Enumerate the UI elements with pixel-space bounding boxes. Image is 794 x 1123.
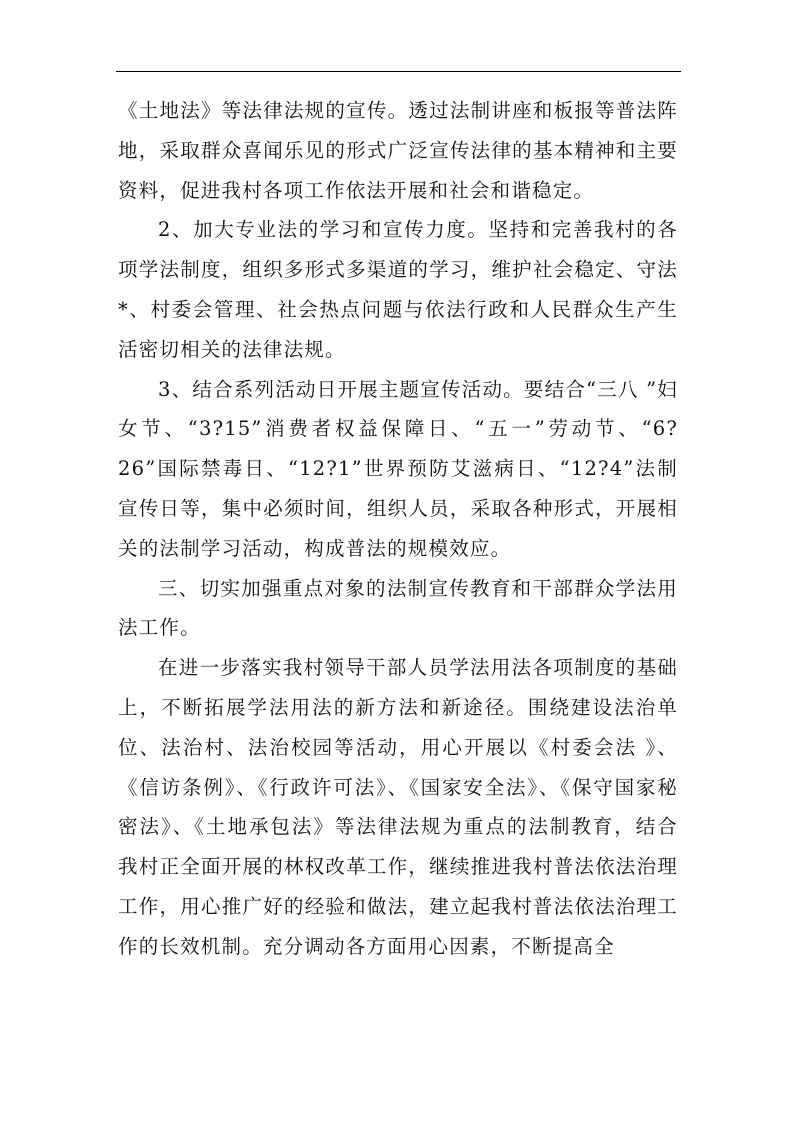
section-heading-3: 三、切实加强重点对象的法制宣传教育和干部群众学法用法工作。	[118, 576, 678, 640]
document-body	[118, 91, 678, 967]
paragraph-item-2: 2、加大专业法的学习和宣传力度。坚持和完善我村的各项学法制度，组织多形式多渠道的学习，维护社会稳定、守法*、村委会管理、社会热点问题与依法行政和人民群众生产生活密切相关的法律法规。	[118, 218, 678, 361]
paragraph-continuation: 《土地法》等法律法规的宣传。透过法制讲座和板报等普法阵地，采取群众喜闻乐见的形式广泛宣传法律的基本精神和主要资料，促进我村各项工作依法开展和社会和谐稳定。	[118, 99, 678, 202]
header-rule	[116, 71, 681, 72]
paragraph-body: 在进一步落实我村领导干部人员学法用法各项制度的基础上，不断拓展学法用法的新方法和新途径。围绕建设法治单位、法治村、法治校园等活动，用心开展以《村委会法 》、《信访条例》、《行政许可法》、《国家安全法》、《保守国家秘密法》、《土地承包法》等法律法规为重点的法制教育，结合我村正全面开展的林权改革工作，继续推进我村普法依法治理工作，用心推广好的经验和做法，建立起我村普法依法治理工作的长效机制。充分调动各方面用心因素，不断提高全	[118, 656, 678, 958]
paragraph-item-3: 3、结合系列活动日开展主题宣传活动。要结合“三八 ”妇女节、“3?15”消费者权益保障日、“五一”劳动节、“6?26”国际禁毒日、“12?1”世界预防艾滋病日、“12?4”法制宣传日等，集中必须时间，组织人员，采取各种形式，开展相关的法制学习活动，构成普法的规模效应。	[118, 377, 679, 560]
